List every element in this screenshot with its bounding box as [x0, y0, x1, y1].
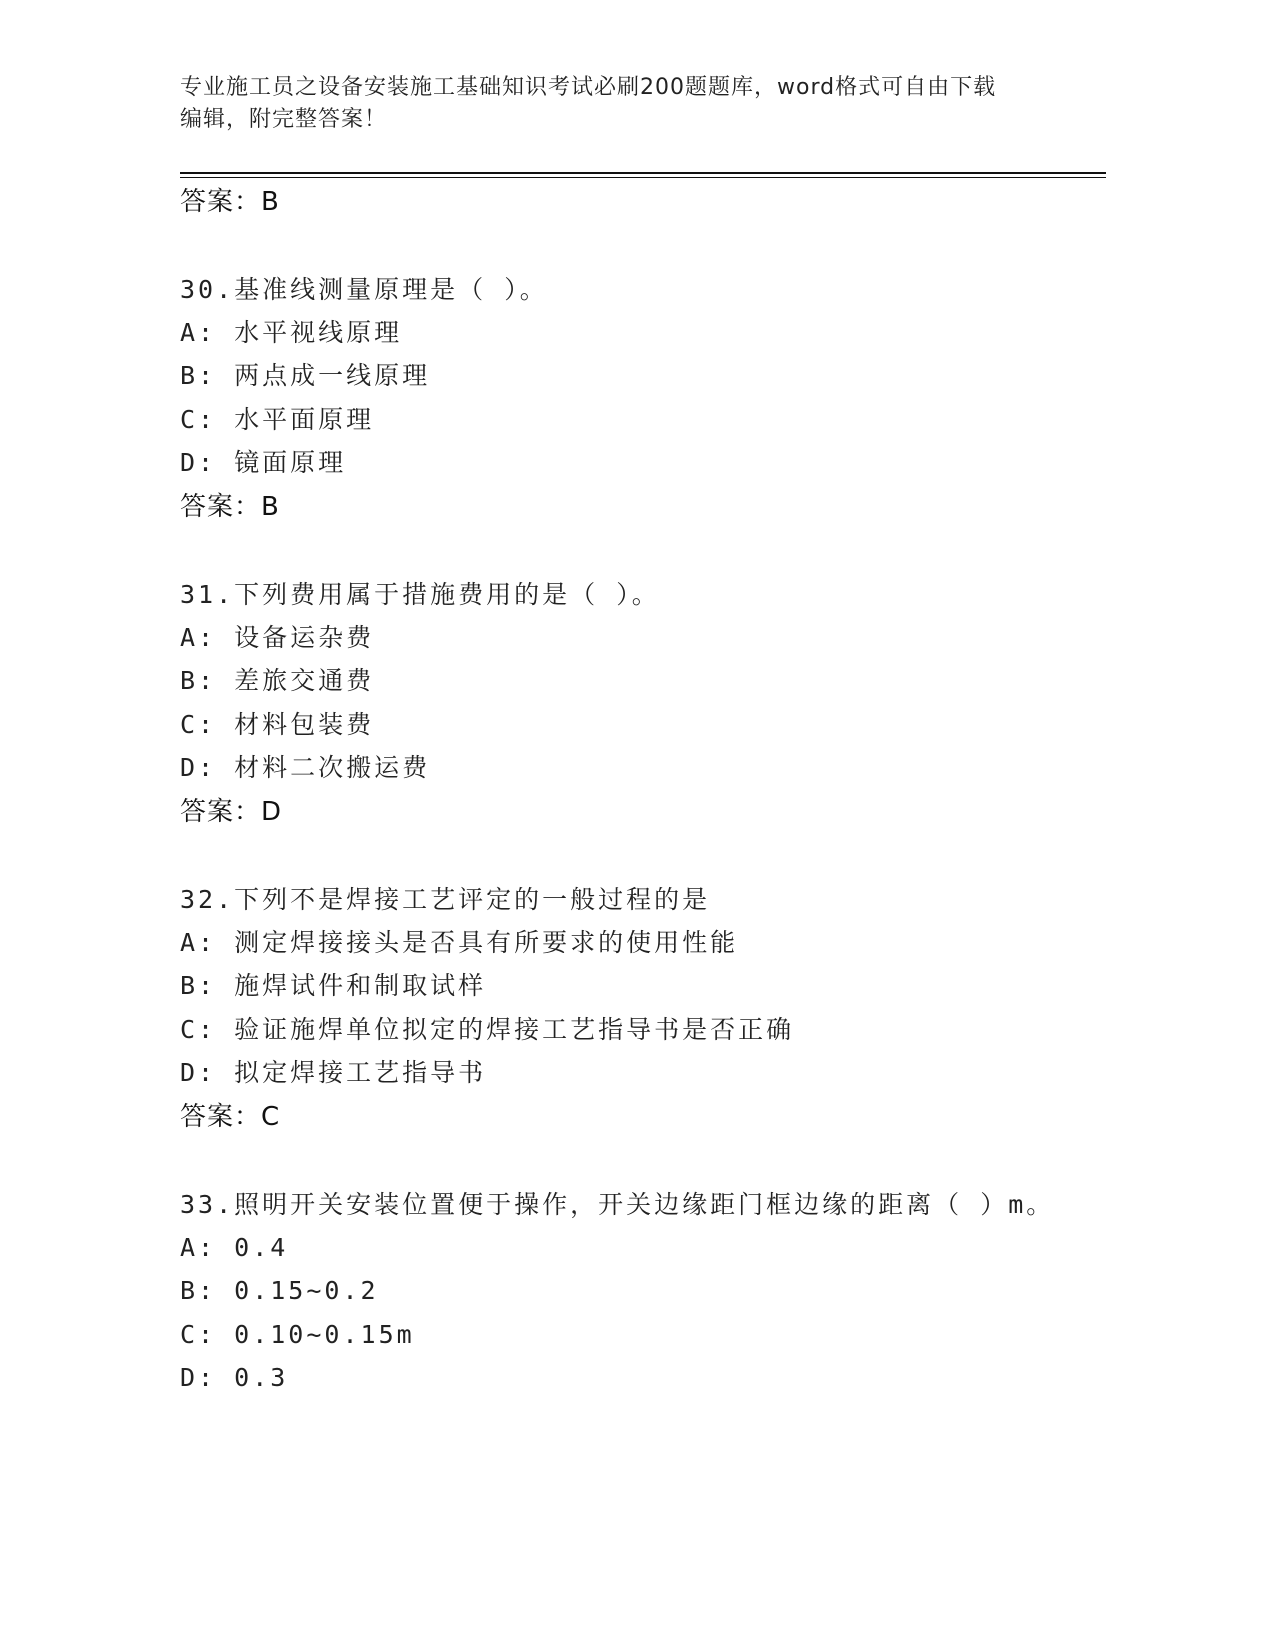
question-30-answer: 答案：B — [180, 492, 280, 522]
question-32-option-b: B: 施焊试件和制取试样 — [180, 971, 487, 1000]
question-33-option-d: D: 0.3 — [180, 1363, 289, 1392]
document-header — [180, 72, 1040, 136]
question-31-option-c: C: 材料包装费 — [180, 710, 375, 739]
question-33-option-b: B: 0.15~0.2 — [180, 1276, 379, 1305]
question-32-answer: 答案：C — [180, 1102, 281, 1132]
previous-answer: 答案：B — [180, 187, 280, 217]
question-31-stem: 31.下列费用属于措施费用的是（ ）。 — [180, 580, 660, 609]
header-line-2: 编辑，附完整答案！ — [180, 107, 388, 132]
question-32-option-c: C: 验证施焊单位拟定的焊接工艺指导书是否正确 — [180, 1015, 795, 1044]
question-31-option-a: A: 设备运杂费 — [180, 623, 375, 652]
question-30-option-b: B: 两点成一线原理 — [180, 361, 431, 390]
question-31-option-b: B: 差旅交通费 — [180, 666, 375, 695]
question-31-answer: 答案：D — [180, 797, 283, 827]
question-30-option-c: C: 水平面原理 — [180, 405, 375, 434]
question-32-option-a: A: 测定焊接接头是否具有所要求的使用性能 — [180, 928, 739, 957]
header-line-1: 专业施工员之设备安装施工基础知识考试必刷200题题库，word格式可自由下载 — [180, 75, 997, 100]
question-30-stem: 30.基准线测量原理是（ ）。 — [180, 275, 548, 304]
header-rule-thin — [180, 177, 1106, 178]
question-31-option-d: D: 材料二次搬运费 — [180, 753, 431, 782]
question-30-option-a: A: 水平视线原理 — [180, 318, 403, 347]
question-33-stem: 33.照明开关安装位置便于操作，开关边缘距门框边缘的距离（ ）m。 — [180, 1190, 1055, 1219]
question-33-option-c: C: 0.10~0.15m — [180, 1320, 415, 1349]
question-30-option-d: D: 镜面原理 — [180, 448, 347, 477]
question-32-option-d: D: 拟定焊接工艺指导书 — [180, 1058, 487, 1087]
question-32-stem: 32.下列不是焊接工艺评定的一般过程的是 — [180, 885, 711, 914]
header-rule-thick — [180, 172, 1106, 174]
question-33-option-a: A: 0.4 — [180, 1233, 289, 1262]
